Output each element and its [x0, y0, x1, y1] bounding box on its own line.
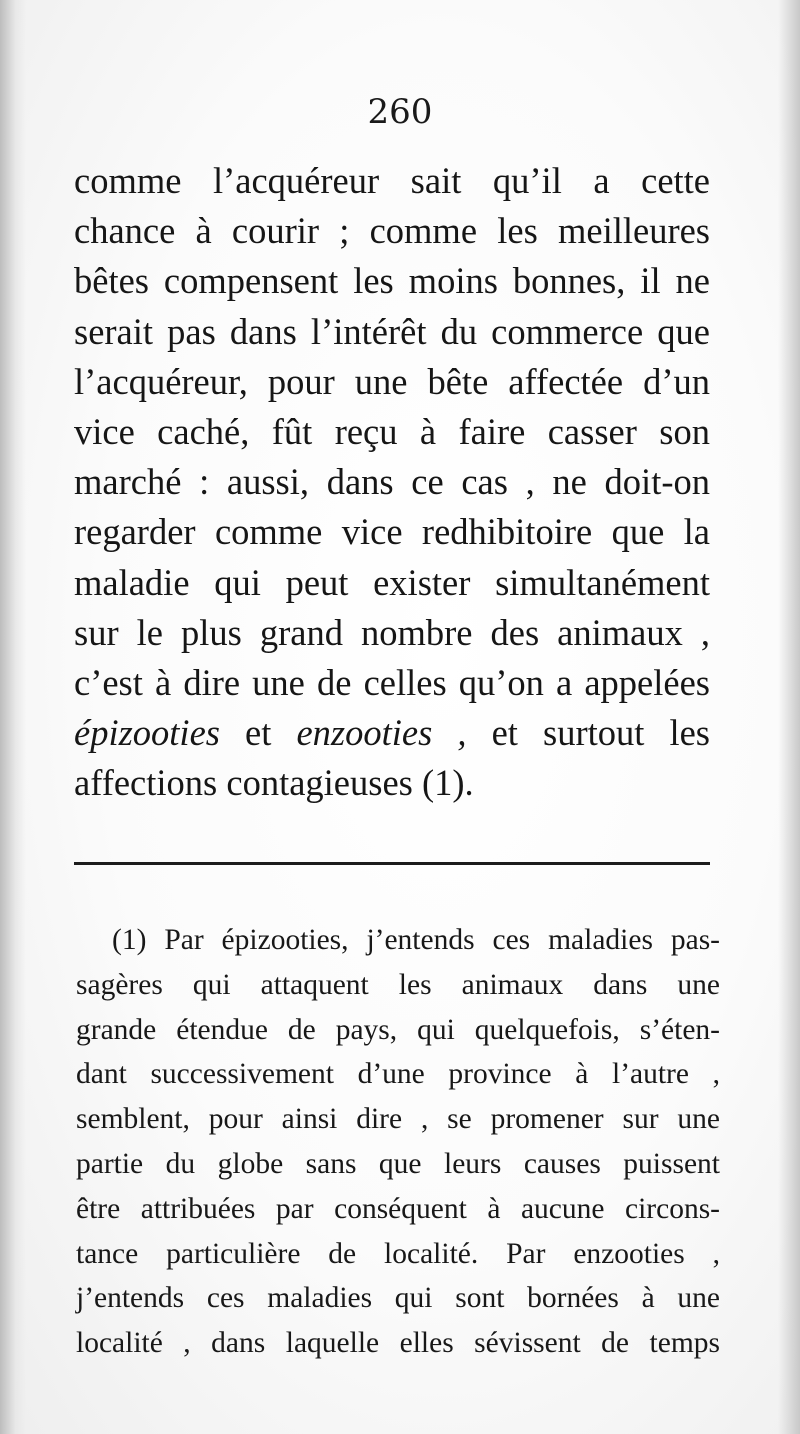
footnote-line: être attribuées par conséquent à aucune circons-	[76, 1192, 720, 1225]
italic-term-enzooties: enzooties ,	[296, 712, 467, 754]
text-line: marché : aussi, dans ce cas , ne doit-on	[74, 461, 710, 503]
main-paragraph	[74, 156, 710, 808]
text-fragment: et surtout les	[466, 712, 711, 754]
footnote-line: semblent, pour ainsi dire , se promener sur une	[76, 1103, 720, 1136]
text-line-with-italics	[74, 708, 710, 758]
footnote-separator-rule	[74, 862, 710, 865]
text-line: sur le plus grand nombre des animaux ,	[74, 611, 710, 653]
page-number: 260	[367, 92, 433, 132]
footnote-line: tance particulière de localité. Par enzooties ,	[76, 1237, 720, 1270]
footnote-line: j’entends ces maladies qui sont bornées à une	[76, 1282, 720, 1315]
footnote-line: grande étendue de pays, qui quelquefois, s’éten-	[76, 1013, 720, 1046]
text-line: bêtes compensent les moins bonnes, il ne	[74, 260, 710, 302]
text-line: maladie qui peut exister simultanément	[74, 561, 710, 603]
text-line: l’acquéreur, pour une bête affectée d’un	[74, 360, 710, 402]
page-edge-right	[778, 0, 800, 1434]
text-fragment: et	[219, 712, 297, 754]
text-line: vice caché, fût reçu à faire casser son	[74, 410, 710, 452]
page-edge-left	[0, 0, 26, 1434]
text-line: serait pas dans l’intérêt du commerce que	[74, 310, 710, 352]
footnote	[76, 918, 720, 1366]
text-line: chance à courir ; comme les meilleures	[74, 210, 710, 252]
footnote-line: sagères qui attaquent les animaux dans une	[76, 968, 720, 1001]
footnote-line: dant successivement d’une province à l’autre ,	[76, 1058, 720, 1091]
text-line: comme l’acquéreur sait qu’il a cette	[74, 160, 710, 201]
text-line: regarder comme vice redhibitoire que la	[74, 511, 710, 553]
text-line: affections contagieuses (1).	[74, 762, 474, 804]
italic-term-epizooties: épizooties	[74, 712, 220, 754]
text-line: c’est à dire une de celles qu’on a appelées	[74, 661, 710, 703]
footnote-line: (1) Par épizooties, j’entends ces maladies pas-	[112, 924, 720, 956]
footnote-line: partie du globe sans que leurs causes puissent	[76, 1147, 720, 1180]
footnote-line: localité , dans laquelle elles sévissent de temps	[76, 1327, 720, 1360]
